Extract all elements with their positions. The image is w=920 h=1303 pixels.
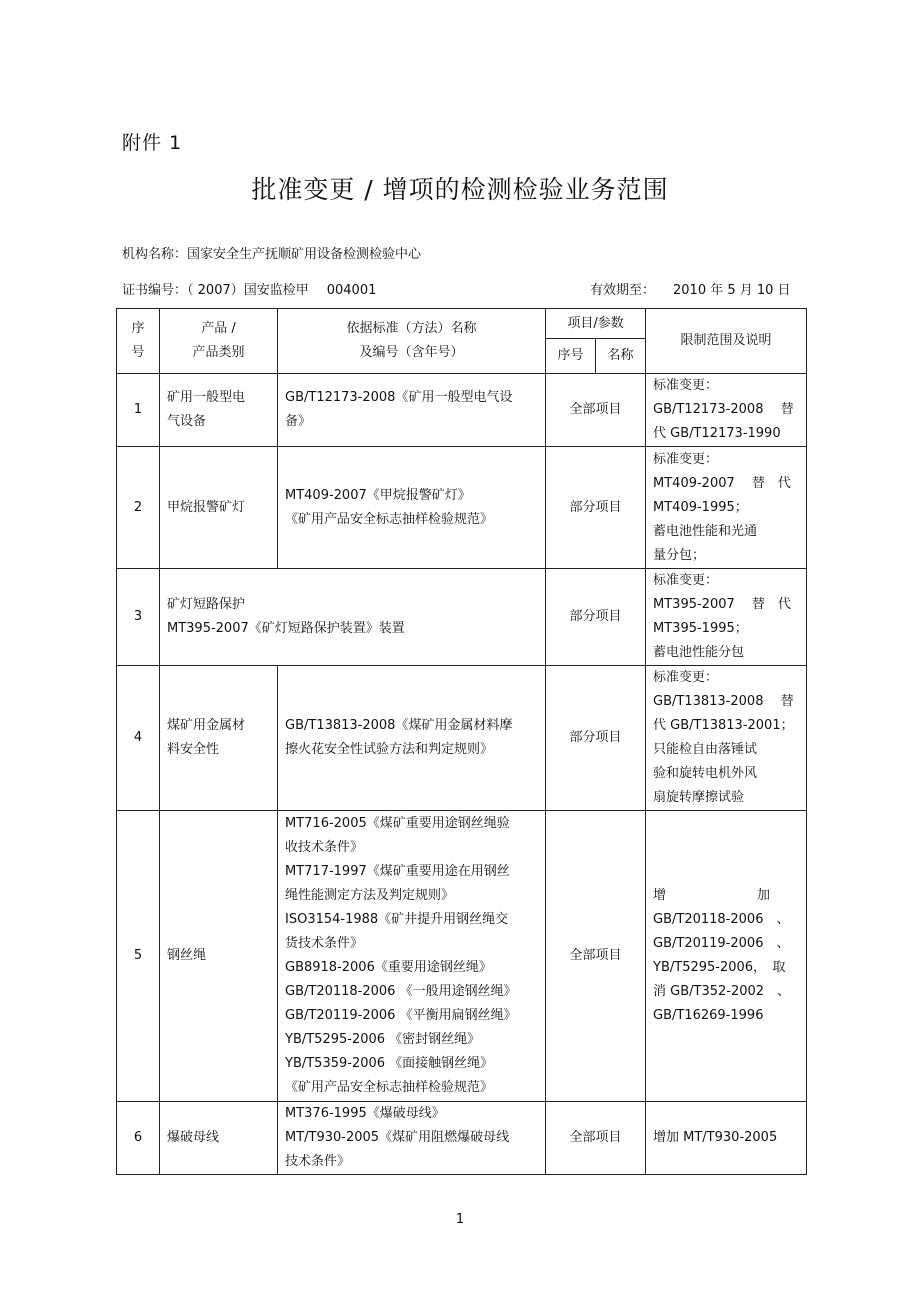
row-limit-line: 扇旋转摩擦试验 — [653, 790, 745, 805]
row-item: 全部项目 — [546, 374, 646, 447]
header-standard — [278, 309, 546, 374]
row-seq: 3 — [117, 569, 160, 666]
header-item-name: 名称 — [596, 339, 646, 374]
row-limit — [646, 374, 807, 447]
row-limit-line: 标准变更： — [653, 573, 719, 588]
row-standard-line: 技术条件》 — [285, 1154, 351, 1169]
row-product — [160, 1102, 278, 1175]
organization-line — [122, 243, 421, 262]
row-limit — [646, 1102, 807, 1175]
row-standard — [278, 1102, 546, 1175]
row-product — [160, 811, 278, 1102]
row-product-line: 煤矿用金属材 — [167, 718, 246, 733]
row-standard-line: MT716-2005《煤矿重要用途钢丝绳验 — [285, 816, 510, 831]
row-limit-line: MT409-1995； — [653, 499, 748, 515]
row-standard-line: 备》 — [285, 414, 312, 429]
certificate-prefix: （ 2007）国安监检甲 — [187, 283, 309, 298]
row-product-line: 爆破母线 — [167, 1130, 220, 1145]
row-standard — [278, 666, 546, 811]
row-standard-line: ISO3154-1988《矿井提升用钢丝绳交 — [285, 912, 509, 927]
row-seq: 5 — [117, 811, 160, 1102]
organization-name: 国家安全生产抚顺矿用设备检测检验中心 — [187, 247, 422, 262]
row-limit-line: GB/T20118-2006 、 — [653, 912, 790, 927]
row-limit-line: 标准变更： — [653, 451, 719, 467]
header-seq-line: 号 — [131, 345, 145, 360]
row-product-line: 气设备 — [167, 414, 207, 429]
row-seq: 4 — [117, 666, 160, 811]
row-standard-line: MT409-2007《甲烷报警矿灯》 — [285, 487, 471, 503]
page-title: 批准变更 / 增项的检测检验业务范围 — [251, 175, 669, 204]
row-limit-line: MT395-1995； — [653, 621, 748, 636]
row-standard-line: MT376-1995《爆破母线》 — [285, 1106, 445, 1121]
row-limit-line: 标准变更： — [653, 670, 719, 685]
row-seq: 6 — [117, 1102, 160, 1175]
header-item: 项目/参数 — [546, 309, 646, 339]
row-product-line: 甲烷报警矿灯 — [167, 499, 246, 515]
row-seq: 2 — [117, 447, 160, 569]
row-limit-line: 蓄电池性能分包 — [653, 645, 745, 660]
row-product — [160, 666, 278, 811]
row-standard — [278, 447, 546, 569]
header-product-line: 产品 / — [201, 321, 236, 336]
row-seq: 1 — [117, 374, 160, 447]
certificate-line — [122, 279, 376, 298]
row-standard-line: 收技术条件》 — [285, 840, 364, 855]
header-standard-line: 及编号（含年号） — [359, 345, 464, 360]
row-limit-line: GB/T16269-1996 — [653, 1008, 764, 1023]
row-standard-line: MT/T930-2005《煤矿用阻燃爆破母线 — [285, 1130, 510, 1145]
row-item: 部分项目 — [546, 569, 646, 666]
row-limit — [646, 447, 807, 569]
row-limit — [646, 666, 807, 811]
scope-table — [116, 308, 807, 1175]
row-limit-line: 增 加 — [653, 888, 771, 903]
validity-label: 有效期至： — [590, 283, 656, 298]
attachment-label: 附件 1 — [122, 132, 183, 154]
header-seq-line: 序 — [131, 321, 145, 336]
table-row — [117, 569, 807, 666]
header-standard-line: 依据标准（方法）名称 — [346, 321, 477, 336]
row-standard-line: MT717-1997《煤矿重要用途在用钢丝 — [285, 864, 510, 879]
row-product-line: 矿灯短路保护 — [167, 597, 246, 612]
header-limit: 限制范围及说明 — [646, 309, 807, 374]
row-standard-line: 货技术条件》 — [285, 936, 364, 951]
row-limit-line: GB/T20119-2006 、 — [653, 936, 790, 951]
row-standard-line: YB/T5359-2006 《面接触钢丝绳》 — [285, 1056, 494, 1071]
validity-date: 2010 年 5 月 10 日 — [673, 283, 791, 298]
organization-label: 机构名称： — [122, 247, 188, 262]
row-product — [160, 447, 278, 569]
header-item-seq: 序号 — [546, 339, 596, 374]
row-standard-line: GB/T20119-2006 《平衡用扁钢丝绳》 — [285, 1008, 517, 1023]
row-standard-line: GB/T13813-2008《煤矿用金属材料摩 — [285, 718, 513, 733]
row-standard-line: 绳性能测定方法及判定规则》 — [285, 888, 455, 903]
row-standard-line: MT395-2007《矿灯短路保护装置》装置 — [167, 621, 405, 636]
row-limit-line: 代 GB/T12173-1990 — [653, 426, 781, 441]
row-item: 部分项目 — [546, 447, 646, 569]
row-limit-line: YB/T5295-2006， 取 — [653, 960, 786, 975]
page-number: 1 — [455, 1212, 465, 1227]
row-limit — [646, 811, 807, 1102]
row-standard-line: 《矿用产品安全标志抽样检验规范》 — [285, 511, 494, 527]
row-standard-line: GB8918-2006《重要用途钢丝绳》 — [285, 960, 492, 975]
row-limit-line: 蓄电池性能和光通 — [653, 523, 758, 539]
row-limit-line: MT409-2007 替 代 — [653, 475, 791, 491]
header-product — [160, 309, 278, 374]
row-product-line: 料安全性 — [167, 742, 220, 757]
table-row — [117, 447, 807, 569]
row-limit-line: GB/T12173-2008 替 — [653, 402, 794, 417]
validity-line — [590, 279, 791, 298]
row-item: 全部项目 — [546, 1102, 646, 1175]
row-product-line: 矿用一般型电 — [167, 390, 246, 405]
row-standard-line: GB/T20118-2006 《一般用途钢丝绳》 — [285, 984, 517, 999]
row-limit-line: MT395-2007 替 代 — [653, 597, 791, 612]
table-row — [117, 811, 807, 1102]
table-row — [117, 666, 807, 811]
row-item: 部分项目 — [546, 666, 646, 811]
row-limit — [646, 569, 807, 666]
row-product-line: 钢丝绳 — [167, 948, 207, 963]
header-product-line: 产品类别 — [192, 345, 245, 360]
row-product-standard — [160, 569, 546, 666]
table-row — [117, 1102, 807, 1175]
row-limit-line: 消 GB/T352-2002 、 — [653, 984, 791, 999]
row-limit-line: 量分包； — [653, 547, 706, 563]
header-seq — [117, 309, 160, 374]
row-limit-line: 标准变更： — [653, 378, 719, 393]
row-standard — [278, 811, 546, 1102]
row-limit-line: 验和旋转电机外风 — [653, 766, 758, 781]
row-limit-line: 只能检自由落锤试 — [653, 742, 758, 757]
row-limit-line: 增加 MT/T930-2005 — [653, 1130, 778, 1145]
row-limit-line: GB/T13813-2008 替 — [653, 694, 794, 709]
row-standard-line: YB/T5295-2006 《密封钢丝绳》 — [285, 1032, 481, 1047]
row-limit-line: 代 GB/T13813-2001； — [653, 718, 794, 733]
row-standard-line: 擦火花安全性试验方法和判定规则》 — [285, 742, 494, 757]
row-standard-line: 《矿用产品安全标志抽样检验规范》 — [285, 1080, 494, 1095]
certificate-number: 004001 — [326, 283, 377, 298]
table-row — [117, 374, 807, 447]
row-item: 全部项目 — [546, 811, 646, 1102]
row-standard — [278, 374, 546, 447]
certificate-label: 证书编号： — [122, 283, 188, 298]
row-product — [160, 374, 278, 447]
row-standard-line: GB/T12173-2008《矿用一般型电气设 — [285, 390, 513, 405]
